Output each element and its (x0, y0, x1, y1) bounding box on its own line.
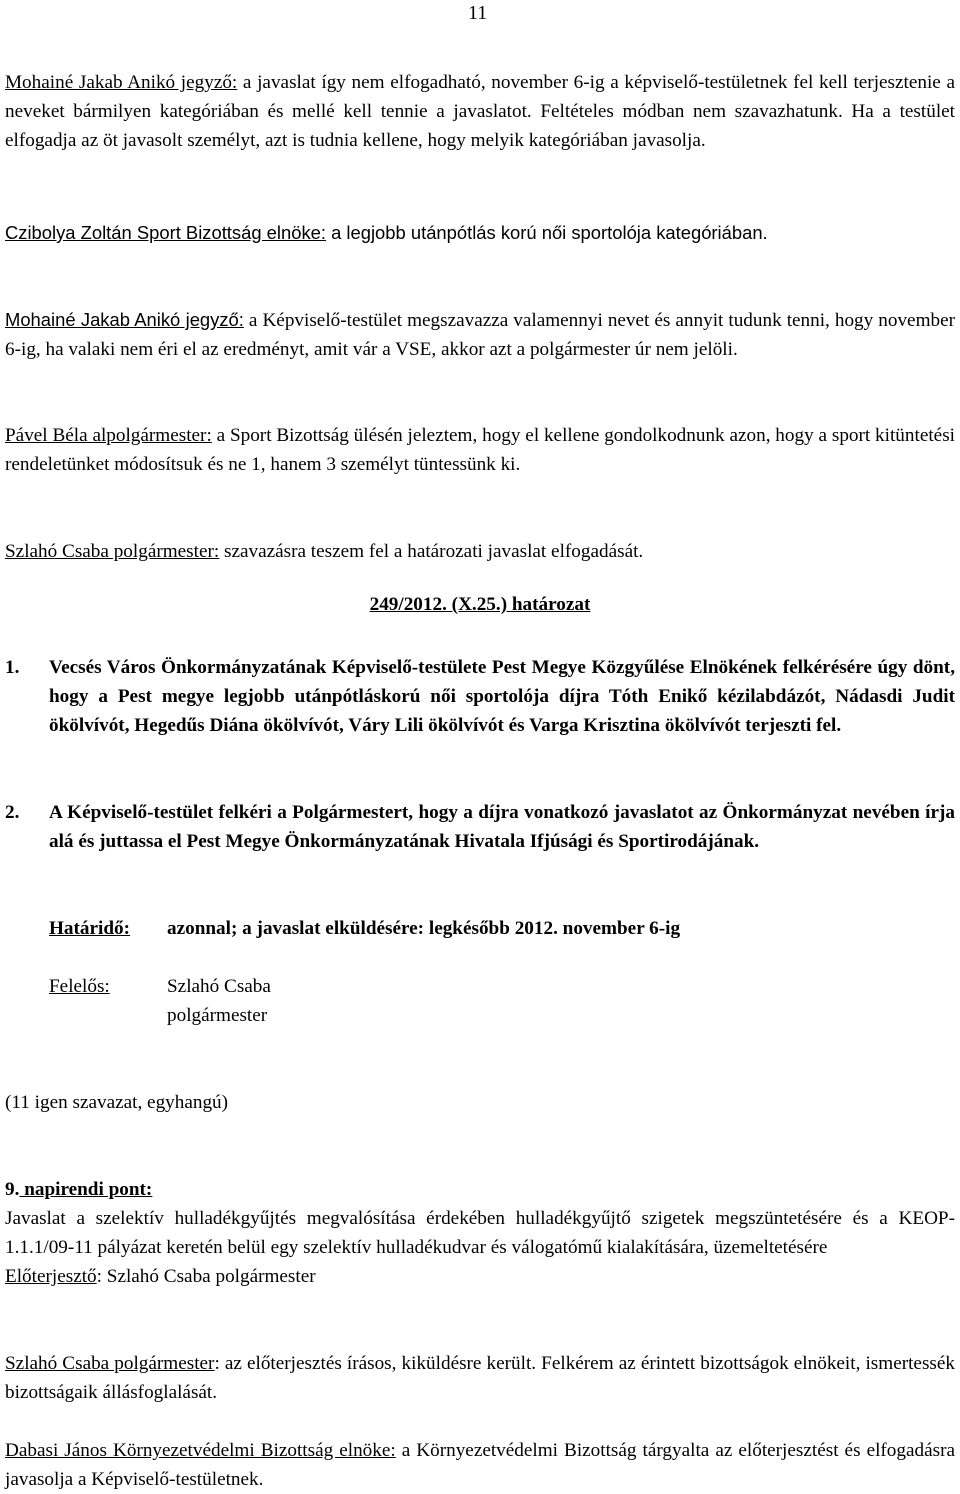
speaker: Szlahó Csaba polgármester: (5, 541, 220, 562)
item-number: 2. (5, 802, 20, 823)
statement: a legjobb utánpótlás korú női sportolója kategóriában. (325, 222, 768, 243)
statement: a javaslat így nem elfogadható, november 6-ig a képviselő-testületnek fel kell terjesztenie a neveket bármilyen kategóriában és mellé kell tennie a javaslatot. Feltételes módban nem szavazhatunk. Ha a testület elfogadja az öt javasolt személyt, azt is tudnia kellene, hogy melyik kategóriában javasolja. (5, 72, 955, 151)
vote-result: (11 igen szavazat, egyhangú) (5, 1092, 229, 1113)
page-number: 11 (468, 2, 488, 24)
speaker: Czibolya Zoltán Sport Bizottság elnöke: (5, 222, 326, 243)
speaker: Mohainé Jakab Anikó jegyző: (5, 72, 238, 93)
responsible-name: Szlahó Csaba (167, 976, 271, 997)
statement: a Képviselő-testület megszavazza valamennyi nevet és annyit tudunk tenni, hogy november 6-ig, ha valaki nem éri el az eredményt, amit vár a VSE, akkor azt a polgármester úr nem jelöli. (5, 310, 955, 360)
paragraph-szlaho-1 (5, 537, 955, 566)
statement: szavazásra teszem fel a határozati javaslat elfogadását. (219, 541, 644, 562)
agenda-heading: 9. napirendi pont: (5, 1179, 153, 1200)
item-number: 1. (5, 657, 20, 678)
agenda-presenter: Előterjesztő: Szlahó Csaba polgármester (5, 1266, 316, 1287)
agenda-item (5, 1175, 955, 1291)
deadline-value: azonnal; a javaslat elküldésére: legkésőbb 2012. november 6-ig (167, 918, 681, 939)
paragraph-szlaho-2 (5, 1349, 955, 1407)
agenda-text: Javaslat a szelektív hulladékgyűjtés megvalósítása érdekében hulladékgyűjtő szigetek megszüntetésére és a KEOP-1.1.1/09-11 pályázat keretén belül egy szelektív hulladékudvar és válogatómű kialakítására, üzemeltetésére (5, 1208, 955, 1258)
resolution-title: 249/2012. (X.25.) határozat (369, 594, 591, 615)
statement: a Sport Bizottság ülésén jeleztem, hogy el kellene gondolkodnunk azon, hogy a sport kitüntetési rendeletünket módosítsuk és ne 1, hanem 3 személyt tüntessünk ki. (5, 425, 955, 475)
paragraph-pavel (5, 421, 955, 479)
speaker: Szlahó Csaba polgármester (5, 1353, 215, 1374)
resolution-item-2 (5, 798, 955, 856)
statement: : az előterjesztés írásos, kiküldésre került. Felkérem az érintett bizottságok elnökeit, ismertessék bizottságaik állásfoglalását. (5, 1353, 955, 1403)
paragraph-jegyzo-1 (5, 68, 955, 155)
deadline-row (49, 914, 680, 943)
speaker: Dabasi János Környezetvédelmi Bizottság elnöke: (5, 1440, 396, 1461)
responsible-row (49, 972, 271, 1030)
resolution-item-1 (5, 653, 955, 740)
paragraph-czibolya (5, 218, 955, 247)
item-text: A Képviselő-testület felkéri a Polgármestert, hogy a díjra vonatkozó javaslatot az Önkormányzat nevében írja alá és juttassa el Pest Megye Önkormányzatának Hivatala Ifjúsági és Sportirodájának. (49, 802, 955, 852)
paragraph-dabasi (5, 1436, 955, 1494)
speaker: Pável Béla alpolgármester: (5, 425, 212, 446)
speaker: Mohainé Jakab Anikó jegyző: (5, 309, 244, 330)
responsible-label: Felelős: (49, 976, 110, 997)
statement: a Környezetvédelmi Bizottság tárgyalta az előterjesztést és elfogadásra javasolja a Képviselő-testületnek. (5, 1440, 955, 1490)
deadline-label: Határidő: (49, 918, 131, 939)
paragraph-jegyzo-2 (5, 305, 955, 364)
item-text: Vecsés Város Önkormányzatának Képviselő-testülete Pest Megye Közgyűlése Elnökének felkérésére úgy dönt, hogy a Pest megye legjobb utánpótláskorú női sportolója díjra Tóth Enikő kézilabdázót, Nádasdi Judit ökölvívót, Hegedűs Diána ökölvívót, Váry Lili ökölvívót és Varga Krisztina ökölvívót terjeszti fel. (49, 657, 955, 736)
responsible-title: polgármester (167, 1005, 268, 1026)
